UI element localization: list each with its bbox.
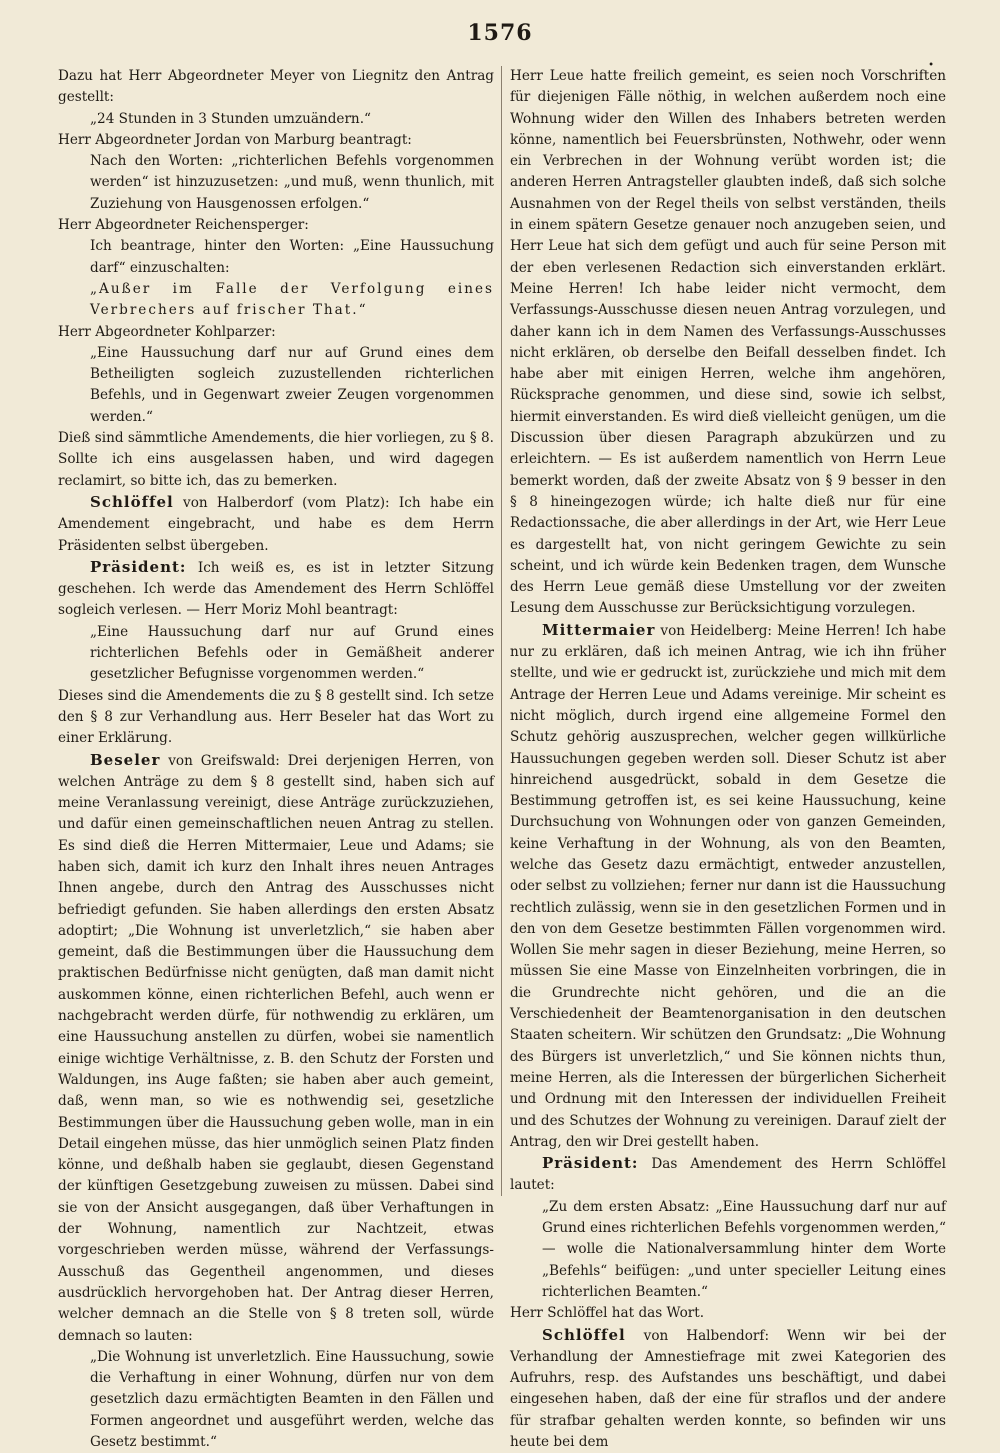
paragraph: Herr Abgeordneter Reichensperger: xyxy=(58,217,309,234)
speaker-name: Schlöffel xyxy=(90,492,174,511)
speech xyxy=(510,620,946,1153)
quote: „Außer im Falle der Verfolgung eines Verbrechers auf frischer That.“ xyxy=(90,280,494,319)
page-number: 1576 xyxy=(467,20,533,46)
speech xyxy=(58,750,494,1347)
quote: „Zu dem ersten Absatz: „Eine Haussuchung darf nur auf Grund eines richterlichen Befehls vorgenommen werden,“ — wolle die Nationalversammlung hinter dem Worte „Befehls“ beifügen: „und unter specieller Leitung eines richterlichen Beamten.“ xyxy=(542,1198,946,1300)
speech-text: von Halberdorf (vom Platz): Ich habe ein Amendement eingebracht, und habe es dem Herrn Präsidenten selbst übergeben. xyxy=(58,494,494,554)
speech xyxy=(510,1153,946,1197)
print-mark: • xyxy=(928,60,934,71)
column-divider xyxy=(501,66,502,1196)
quote: Nach den Worten: „richterlichen Befehls vorgenommen werden“ ist hinzuzusetzen: „und muß, wenn thunlich, mit Zuziehung von Hausgenossen erfolgen.“ xyxy=(90,153,494,212)
speech xyxy=(58,492,494,557)
right-column xyxy=(510,66,946,1450)
paragraph: Herr Schlöffel hat das Wort. xyxy=(510,1305,705,1322)
paragraph: Dazu hat Herr Abgeordneter Meyer von Liegnitz den Antrag gestellt: xyxy=(58,68,494,106)
speech-text: von Halbendorf: Wenn wir bei der Verhandlung der Amnestiefrage mit zwei Kategorien des Aufruhrs, resp. des Aufstandes uns beschäftigt, und dabei eingesehen haben, daß der eine für straflos und der andere für strafbar gehalten werden konnte, so befinden wir uns heute bei dem xyxy=(510,1327,946,1450)
quote: „24 Stunden in 3 Stunden umzuändern.“ xyxy=(90,110,371,127)
speech-text: von Greifswald: Drei derjenigen Herren, von welchen Anträge zu dem § 8 gestellt sind, haben sich auf meine Veranlassung vereinigt, diese Anträge zurückzuziehen, und dafür einen gemeinschaftlichen neuen Antrag zu stellen. Es sind dieß die Herren Mittermaier, Leue und Adams; sie haben sich, damit ich kurz den Inhalt ihres neuen Antrages Ihnen angebe, durch den Antrag des Ausschusses nicht befriedigt gefunden. Sie haben allerdings den ersten Absatz adoptirt; „Die Wohnung ist unverletzlich,“ sie haben aber gemeint, daß die Bestimmungen über die Haussuchung dem praktischen Bedürfnisse nicht genügten, daß man damit nicht auskommen könne, einen richterlichen Befehl, auch wenn er nachgebracht werden dürfe, für nothwendig zu erklären, um eine Haussuchung anstellen zu dürfen, wobei sie namentlich einige wichtige Verhältnisse, z. B. den Schutz der Forsten und Waldungen, ins Auge faßten; sie haben aber auch gemeint, daß, wenn man, so wie es nothwendig sei, gesetzliche Bestimmungen über die Haussuchung geben wolle, man in ein Detail eingehen müsse, das hier unmöglich seinen Platz finden könne, und deßhalb haben sie geglaubt, diesen Gegenstand der künftigen Gesetzgebung zuweisen zu müssen. Dabei sind sie von der Ansicht ausgegangen, daß über Verhaftungen in der Wohnung, namentlich zur Nachtzeit, etwas vorgeschrieben werden müsse, während der Verfassungs-Ausschuß das Gegentheil angenommen, und dieses ausdrücklich hervorgehoben hat. Der Antrag dieser Herren, welcher demnach an die Stelle von § 8 treten soll, würde demnach so lauten: xyxy=(58,752,494,1344)
speaker-name: Beseler xyxy=(90,750,161,769)
speaker-name: Mittermaier xyxy=(542,620,656,639)
paragraph: Dieses sind die Amendements die zu § 8 gestellt sind. Ich setze den § 8 zur Verhandlung aus. Herr Beseler hat das Wort zu einer Erklärung. xyxy=(58,687,494,747)
paragraph: Ich beantrage, hinter den Worten: „Eine Haussuchung darf“ einzuschalten: xyxy=(90,238,494,276)
paragraph: Herr Abgeordneter Kohlparzer: xyxy=(58,323,276,340)
speech-text: Das Amendement des Herrn Schlöffel lautet: xyxy=(510,1156,946,1194)
speech xyxy=(510,1325,946,1453)
speaker-name: Präsident: xyxy=(90,557,187,576)
speaker-name: Schlöffel xyxy=(542,1325,626,1344)
paragraph: Herr Leue hatte freilich gemeint, es seien noch Vorschriften für diejenigen Fälle nöthig, in welchen außerdem noch eine Wohnung wider den Willen des Inhabers betreten werden könne, namentlich bei Feuersbrünsten, Nothwehr, oder wenn ein Verbrechen in der Wohnung verübt worden ist; die anderen Herren Antragsteller glaubten indeß, daß sich solche Ausnahmen von der Regel theils von selbst verständen, theils in einem spätern Gesetze genauer noch anzugeben seien, und Herr Leue hat sich dem gefügt und auch für seine Person mit der eben verlesenen Redaction sich einverstanden erklärt. Meine Herren! Ich habe leider nicht vermocht, dem Verfassungs-Ausschusse diesen neuen Antrag vorzulegen, und daher kann ich in dem Namen des Verfassungs-Ausschusses nicht erklären, ob derselbe den Beifall desselben findet. Ich habe aber mit einigen Herren, welche ihm angehören, Rücksprache genommen, und diese sind, sowie ich selbst, hiermit einverstanden. Es wird dieß vielleicht genügen, um die Discussion über diesen Paragraph abzukürzen und zu erleichtern. — Es ist außerdem namentlich von Herrn Leue bemerkt worden, daß der zweite Absatz von § 9 besser in den § 8 hineingezogen würde; ich halte dieß nur für eine Redactionssache, die aber allerdings in der Art, wie Herr Leue es dargestellt hat, von nicht geringem Gewichte zu sein scheint, und ich würde kein Bedenken tragen, dem Wunsche des Herrn Leue gemäß diese Umstellung vor der zweiten Lesung dem Ausschusse zur Berücksichtigung vorzulegen. xyxy=(510,68,946,617)
speech-text: Ich weiß es, es ist in letzter Sitzung geschehen. Ich werde das Amendement des Herrn Schlöffel sogleich verlesen. — Herr Moriz Mohl beantragt: xyxy=(58,559,494,619)
speech-text: von Heidelberg: Meine Herren! Ich habe nur zu erklären, daß ich meinen Antrag, wie ich ihn früher stellte, und wie er gedruckt ist, zurückziehe und mich mit dem Antrage der Herren Leue und Adams vereinige. Mir scheint es nicht möglich, durch irgend eine allgemeine Formel den Schutz gehörig auszusprechen, welcher gegen willkürliche Haussuchungen gegeben werden soll. Dieser Schutz ist aber hinreichend ausgedrückt, sobald in dem Gesetze die Bestimmung getroffen ist, es sei keine Haussuchung, keine Durchsuchung von Wohnungen oder von ganzen Gemeinden, keine Verhaftung in der Wohnung, als von den Beamten, welche das Gesetz dazu ermächtigt, entweder anzustellen, oder selbst zu vollziehen; ferner nur dann ist die Haussuchung rechtlich zulässig, wenn sie in den gesetzlichen Formen und in den von dem Gesetze bestimmten Fällen vorgenommen wird. Wollen Sie mehr sagen in dieser Beziehung, meine Herren, so müssen Sie eine Masse von Einzelnheiten vorbringen, die in die Grundrechte nicht gehören, und die an die Verschiedenheit der Beamtenorganisation in den deutschen Staaten scheitern. Wir schützen den Grundsatz: „Die Wohnung des Bürgers ist unverletzlich,“ und Sie können nichts thun, meine Herren, als die Interessen der bürgerlichen Sicherheit und Ordnung mit den Interessen der individuellen Freiheit und des Schutzes der Wohnung zu vereinigen. Darauf zielt der Antrag, den wir Drei gestellt haben. xyxy=(510,622,946,1150)
quote: „Eine Haussuchung darf nur auf Grund eines richterlichen Befehls oder in Gemäßheit anderer gesetzlicher Befugnisse vorgenommen werden.“ xyxy=(90,623,494,683)
quote: „Eine Haussuchung darf nur auf Grund eines dem Betheiligten sogleich zuzustellenden richterlichen Befehls, und in Gegenwart zweier Zeugen vorgenommen werden.“ xyxy=(90,344,494,425)
speech xyxy=(58,557,494,622)
quote: „Die Wohnung ist unverletzlich. Eine Haussuchung, sowie die Verhaftung in einer Wohnung, dürfen nur von dem gesetzlich dazu ermächtigten Beamten in den Fällen und Formen angeordnet und ausgeführt werden, welche das Gesetz bestimmt.“ xyxy=(90,1348,494,1450)
speaker-name: Präsident: xyxy=(542,1154,639,1173)
paragraph: Dieß sind sämmtliche Amendements, die hier vorliegen, zu § 8. Sollte ich eins ausgelassen haben, und wird dagegen reclamirt, so bitte ich, das zu bemerken. xyxy=(58,430,494,489)
left-column xyxy=(58,66,494,1450)
paragraph: Herr Abgeordneter Jordan von Marburg beantragt: xyxy=(58,131,412,148)
